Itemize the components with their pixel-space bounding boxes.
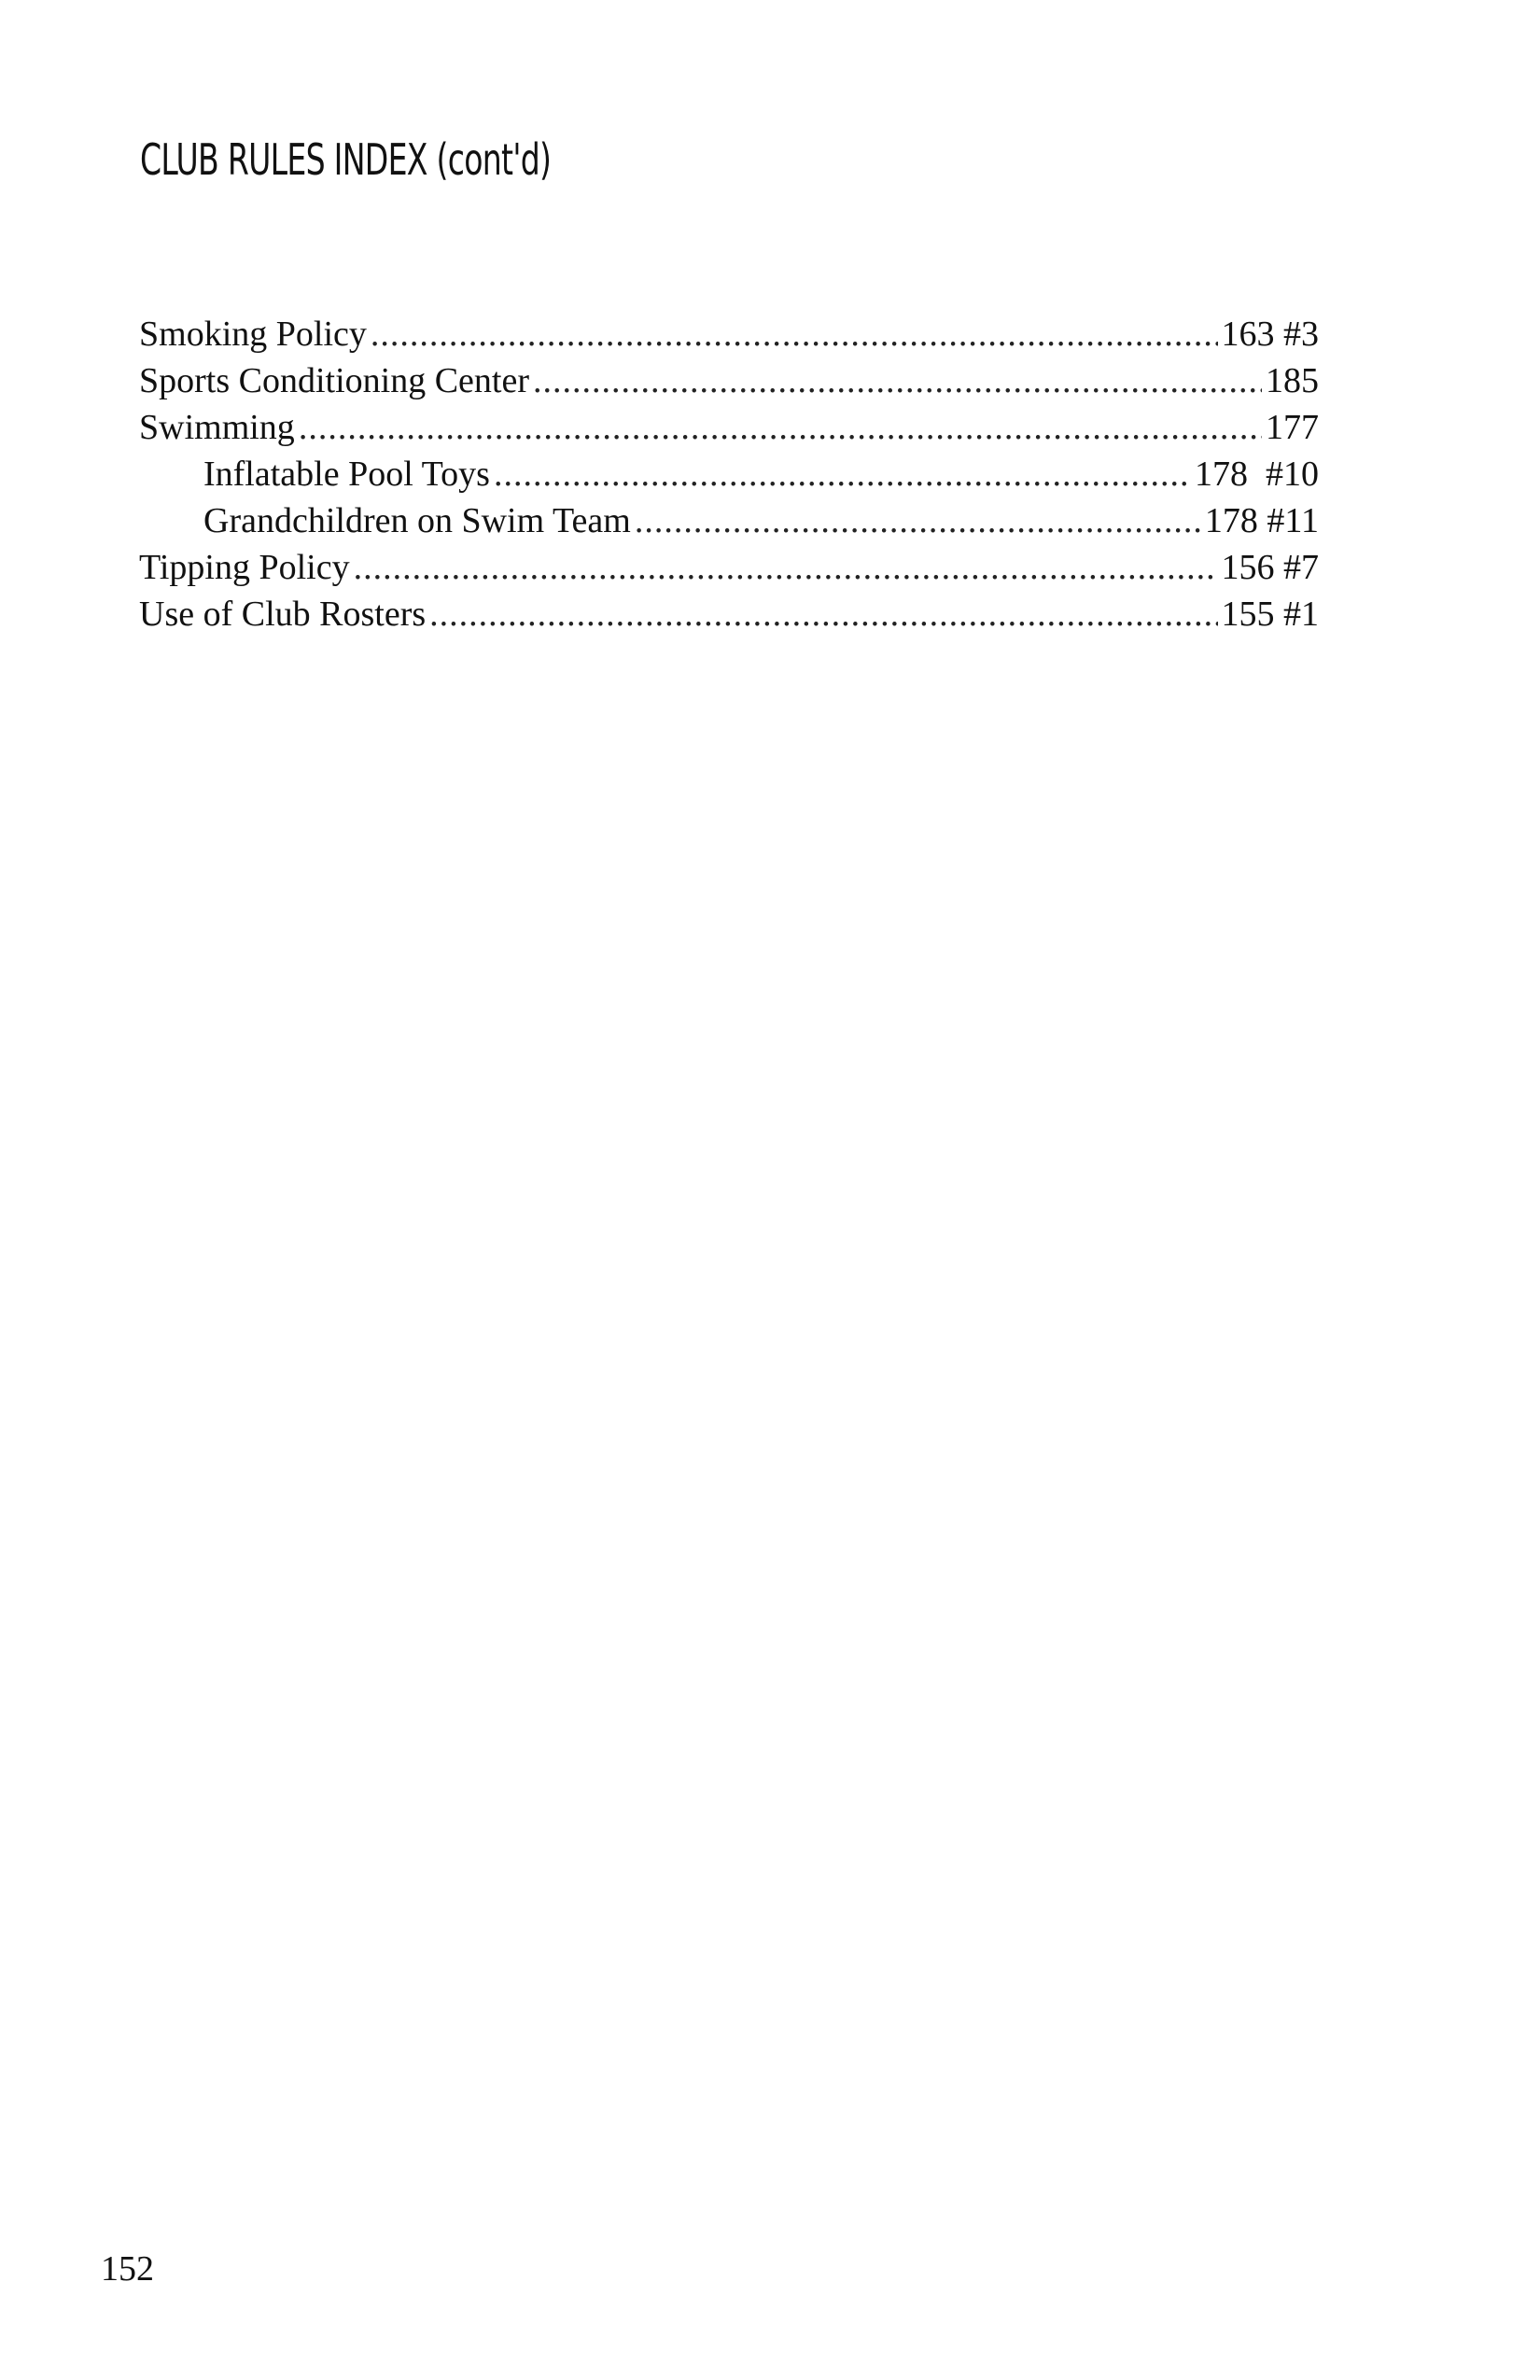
entry-label: Grandchildren on Swim Team: [203, 501, 631, 540]
index-list: [139, 311, 1319, 637]
index-subentry-grandchildren-on-swim-team: [139, 497, 1319, 544]
dot-leader: [371, 311, 1218, 357]
index-subentry-inflatable-pool-toys: [139, 451, 1319, 497]
entry-page-ref: 155 #1: [1221, 595, 1319, 634]
index-entry-tipping-policy: [139, 544, 1319, 591]
entry-page-ref: 178 #11: [1204, 501, 1319, 540]
entry-page-ref: 156 #7: [1221, 548, 1319, 587]
entry-page-ref: 163 #3: [1221, 315, 1319, 354]
dot-leader: [354, 544, 1218, 591]
entry-page-ref: 177: [1266, 408, 1319, 447]
entry-page-ref: 185: [1266, 361, 1319, 400]
dot-leader: [635, 497, 1201, 544]
entry-label: Use of Club Rosters: [139, 595, 427, 634]
dot-leader: [494, 451, 1191, 497]
index-entry-use-of-club-rosters: [139, 591, 1319, 637]
entry-label: Sports Conditioning Center: [139, 361, 529, 400]
page-title: CLUB RULES INDEX (cont'd): [140, 134, 552, 185]
entry-label: Tipping Policy: [139, 548, 350, 587]
page-number: 152: [101, 2249, 154, 2289]
dot-leader: [533, 357, 1262, 404]
entry-label: Inflatable Pool Toys: [203, 455, 490, 494]
entry-page-ref: 178 #10: [1195, 455, 1319, 494]
entry-label: Smoking Policy: [139, 315, 367, 354]
dot-leader: [429, 591, 1217, 637]
index-entry-smoking-policy: [139, 311, 1319, 357]
dot-leader: [299, 404, 1262, 451]
entry-label: Swimming: [139, 408, 295, 447]
index-entry-sports-conditioning-center: [139, 357, 1319, 404]
index-entry-swimming: [139, 404, 1319, 451]
